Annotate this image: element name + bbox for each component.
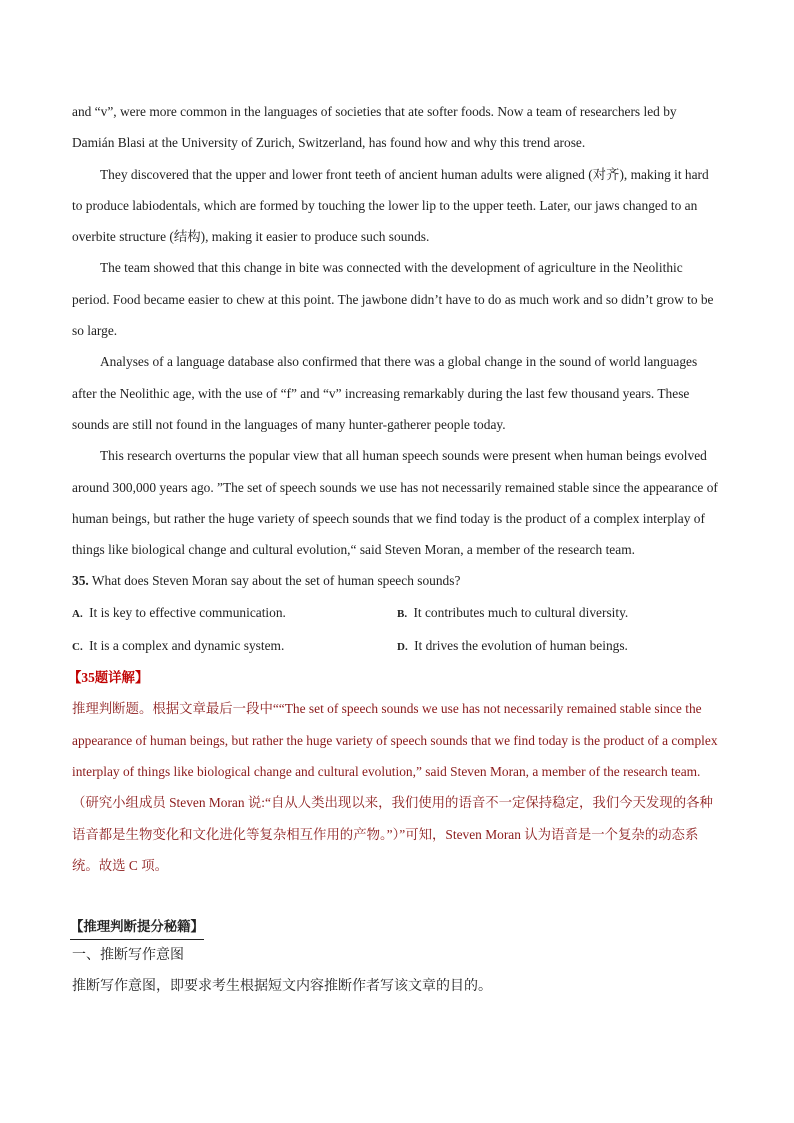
option-c-text: It is a complex and dynamic system. (89, 638, 285, 654)
tips-title: 【推理判断提分秘籍】 (70, 915, 204, 940)
option-b-letter: B. (397, 607, 408, 620)
option-a-letter: A. (72, 607, 83, 620)
answer-analysis: 推理判断题。根据文章最后一段中““The set of speech sounds we use has not necessarily remained stable since the appearance of human beings, but rather the huge variety of speech sounds that we find today is the product of a complex interplay of things like biological change and cultural evolution,” said Steven Moran, a member of the research team.（研究小组成员 Steven Moran 说:“自从人类出现以来，我们使用的语音不一定保持稳定，我们今天发现的各种语音都是生物变化和文化进化等复杂相互作用的产物。”）”可知，Steven Moran 认为语音是一个复杂的动态系统。故选 C 项。 (72, 701, 718, 873)
passage-paragraph-2: They discovered that the upper and lower front teeth of ancient human adults were aligned (对齐), making it hard to produce labiodentals, which are formed by touching the lower lip to the upper teeth. Later, our jaws changed to an overbite structure (结构), making it easier to produce such sounds. (72, 166, 709, 245)
answer-options (72, 597, 722, 664)
option-c-letter: C. (72, 641, 83, 654)
option-a-text: It is key to effective communication. (89, 604, 286, 620)
tips-section (72, 881, 722, 1003)
answer-title: 【35题详解】 (68, 670, 149, 686)
question-text: What does Steven Moran say about the set of human speech sounds? (91, 573, 461, 589)
option-d-text: It drives the evolution of human beings. (414, 638, 628, 654)
question-number: 35. (72, 573, 89, 589)
option-d (397, 630, 722, 663)
passage-paragraph-1: and “v”, were more common in the languages of societies that ate softer foods. Now a team of researchers led by Damián Blasi at the University of Zurich, Switzerland, has found how and why this trend arose. (72, 104, 677, 151)
passage-paragraph-3: The team showed that this change in bite was connected with the development of agriculture in the Neolithic period. Food became easier to chew at this point. The jawbone didn’t have to do as much work and so didn’t grow to be so large. (72, 260, 714, 339)
tips-heading: 一、推断写作意图 (72, 948, 184, 964)
option-b-text: It contributes much to cultural diversity. (413, 604, 629, 620)
document-page (68, 96, 722, 1003)
option-b (397, 597, 722, 630)
option-a (72, 597, 397, 630)
tips-line: 推断写作意图，即要求考生根据短文内容推断作者写该文章的目的。 (72, 979, 492, 995)
question-35 (72, 565, 722, 596)
passage-paragraph-4: Analyses of a language database also confirmed that there was a global change in the sound of world languages after the Neolithic age, with the use of “f” and “v” increasing remarkably during the last few thousand years. These sounds are still not found in the languages of many hunter-gatherer people today. (72, 354, 698, 432)
passage-paragraph-5: This research overturns the popular view that all human speech sounds were present when human beings evolved around 300,000 years ago. ”The set of speech sounds we use has not necessarily remained stable since the appearance of human beings, but rather the huge variety of speech sounds that we find today is the product of a complex interplay of things like biological change and cultural evolution,“ said Steven Moran, a member of the research team. (72, 448, 718, 558)
option-c (72, 630, 397, 663)
option-d-letter: D. (397, 641, 408, 654)
